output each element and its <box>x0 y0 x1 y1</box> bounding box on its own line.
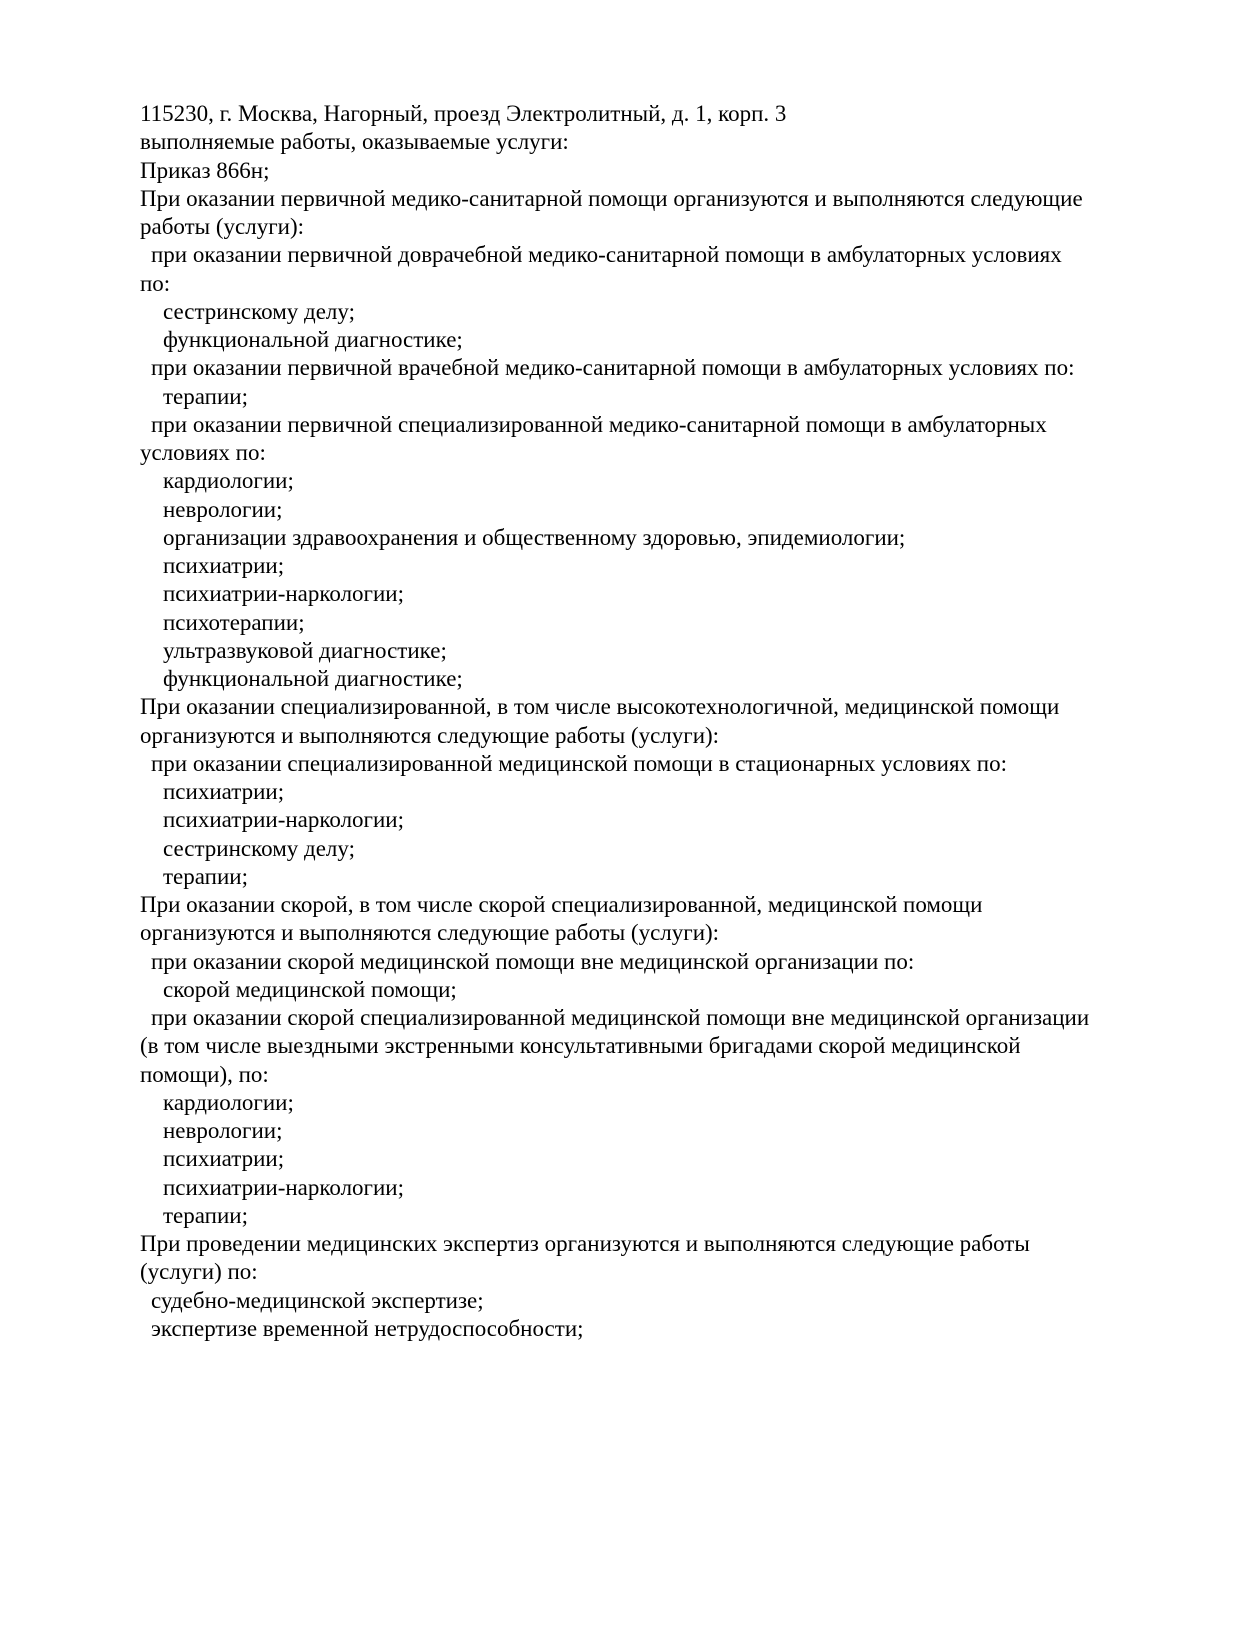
text-line: при оказании первичной специализированной медико-санитарной помощи в амбулаторных <box>151 411 1047 437</box>
text-line: судебно-медицинской экспертизе; <box>151 1287 484 1313</box>
text-line: при оказании первичной доврачебной медико-санитарной помощи в амбулаторных условиях <box>151 242 1062 268</box>
text-line: экспертизе временной нетрудоспособности; <box>151 1315 584 1341</box>
text-line: психиатрии; <box>163 779 285 804</box>
text-line: при оказании первичной врачебной медико-санитарной помощи в амбулаторных условиях по: <box>151 355 1075 381</box>
text-line: Приказ 866н; <box>140 157 270 183</box>
text-line: психиатрии; <box>163 553 285 578</box>
text-line: При оказании специализированной, в том числе высокотехнологичной, медицинской помощи <box>140 694 1060 720</box>
text-line: При оказании первичной медико-санитарной помощи организуются и выполняются следующие <box>140 185 1083 211</box>
text-line: кардиологии; <box>163 1089 294 1115</box>
text-line: При проведении медицинских экспертиз организуются и выполняются следующие работы <box>140 1231 1030 1256</box>
text-line: сестринскому делу; <box>163 298 355 324</box>
text-line: работы (услуги): <box>140 214 304 239</box>
text-line: психотерапии; <box>163 609 305 635</box>
text-line: неврологии; <box>163 496 283 522</box>
text-line: условиях по: <box>140 440 266 465</box>
text-line: кардиологии; <box>163 468 294 494</box>
text-line: при оказании скорой специализированной медицинской помощи вне медицинской организации <box>151 1005 1090 1030</box>
text-line: психиатрии-наркологии; <box>163 581 404 607</box>
text-line: (услуги) по: <box>140 1259 258 1285</box>
text-line: При оказании скорой, в том числе скорой специализированной, медицинской помощи <box>140 892 983 917</box>
text-line: организуются и выполняются следующие работы (услуги): <box>140 722 720 748</box>
text-line: по: <box>140 270 171 296</box>
document-body <box>140 100 1200 1343</box>
text-line: психиатрии; <box>163 1146 285 1172</box>
text-line: психиатрии-наркологии; <box>163 1174 404 1200</box>
text-line: (в том числе выездными экстренными консультативными бригадами скорой медицинской <box>140 1033 1021 1059</box>
text-line: выполняемые работы, оказываемые услуги: <box>140 129 569 155</box>
document-page <box>140 100 1200 1343</box>
text-line: функциональной диагностике; <box>163 327 463 352</box>
text-line: сестринскому делу; <box>163 835 355 861</box>
text-line: при оказании специализированной медицинской помощи в стационарных условиях по: <box>151 750 1007 776</box>
text-line: терапии; <box>163 383 248 409</box>
text-line: терапии; <box>163 1202 248 1228</box>
text-line: психиатрии-наркологии; <box>163 807 404 833</box>
text-line: неврологии; <box>163 1118 283 1143</box>
text-line: функциональной диагностике; <box>163 666 463 691</box>
text-line: терапии; <box>163 863 248 889</box>
text-line: ультразвуковой диагностике; <box>163 637 447 663</box>
text-line: при оказании скорой медицинской помощи вне медицинской организации по: <box>151 948 915 974</box>
text-line: организации здравоохранения и общественному здоровью, эпидемиологии; <box>163 524 906 550</box>
text-line: 115230, г. Москва, Нагорный, проезд Электролитный, д. 1, корп. 3 <box>140 101 787 126</box>
text-line: организуются и выполняются следующие работы (услуги): <box>140 920 720 946</box>
text-line: помощи), по: <box>140 1061 269 1087</box>
text-line: скорой медицинской помощи; <box>163 976 457 1002</box>
